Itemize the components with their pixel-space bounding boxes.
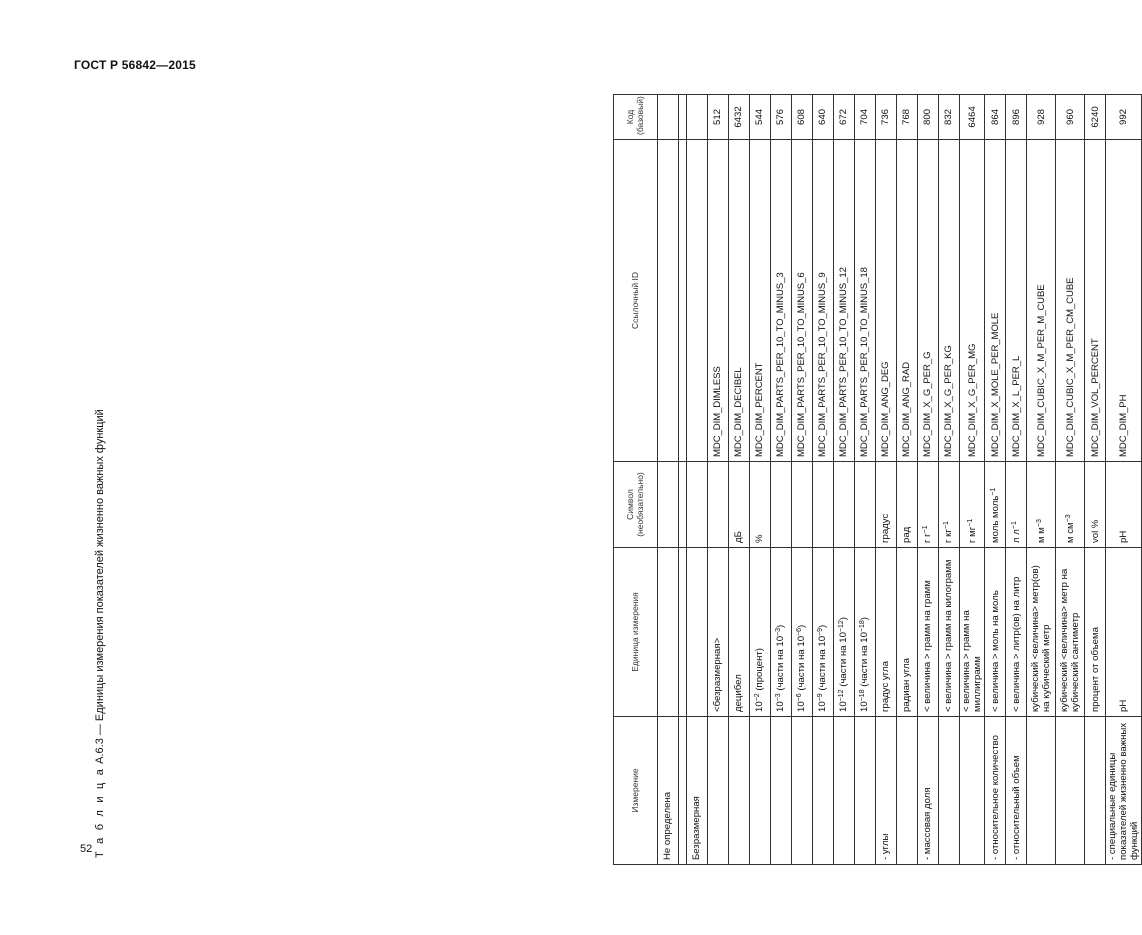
code-text: 6240 bbox=[1089, 106, 1101, 128]
symbol-text: рад bbox=[901, 526, 913, 543]
symbol-cell bbox=[897, 462, 918, 548]
code-text: 928 bbox=[1035, 109, 1047, 126]
ref-id-text: MDC_DIM_PARTS_PER_10_TO_MINUS_9 bbox=[817, 272, 829, 457]
measurement-cell bbox=[897, 717, 918, 865]
measurement-cell bbox=[1106, 717, 1142, 865]
measurement-cell bbox=[960, 717, 985, 865]
ref-id-text: MDC_DIM_CUBIC_X_M_PER_CM_CUBE bbox=[1064, 277, 1076, 457]
measurement-cell bbox=[658, 717, 679, 865]
code-text: 992 bbox=[1118, 109, 1130, 126]
measurement-cell bbox=[876, 717, 897, 865]
ref-id-cell bbox=[813, 140, 834, 462]
table-row bbox=[679, 95, 687, 865]
code-cell bbox=[687, 95, 708, 140]
ref-id-text: MDC_DIM_DIMLESS bbox=[712, 366, 724, 457]
unit-text: (части на 10 bbox=[838, 632, 850, 690]
ref-id-cell bbox=[1106, 140, 1142, 462]
ref-id-text: MDC_DIM_X_G_PER_MG bbox=[966, 343, 978, 457]
table-row bbox=[729, 95, 750, 865]
unit-text: ) bbox=[796, 624, 808, 628]
unit-cell bbox=[1006, 548, 1027, 717]
symbol-cell bbox=[960, 462, 985, 548]
ref-id-text: MDC_DIM_X_MOLE_PER_MOLE bbox=[989, 312, 1001, 457]
code-cell bbox=[1006, 95, 1027, 140]
column-header: Код (базовый) bbox=[614, 95, 658, 140]
unit-text: < величина > литр(ов) на литр bbox=[1010, 576, 1022, 712]
code-cell bbox=[1085, 95, 1106, 140]
ref-id-cell bbox=[939, 140, 960, 462]
table-row bbox=[1006, 95, 1027, 865]
symbol-cell bbox=[1006, 462, 1027, 548]
table-row bbox=[939, 95, 960, 865]
code-text: 704 bbox=[859, 109, 871, 126]
unit-cell bbox=[939, 548, 960, 717]
column-header: Единица измерения bbox=[614, 548, 658, 717]
code-cell bbox=[771, 95, 792, 140]
code-text: 672 bbox=[838, 109, 850, 126]
unit-text: 10 bbox=[796, 701, 808, 712]
measurement-text: - массовая доля bbox=[922, 787, 934, 860]
ref-id-cell bbox=[729, 140, 750, 462]
symbol-cell bbox=[939, 462, 960, 548]
symbol-cell bbox=[679, 462, 687, 548]
symbol-cell bbox=[658, 462, 679, 548]
measurement-text: - относительный объем bbox=[1010, 755, 1022, 860]
unit-cell bbox=[1056, 548, 1085, 717]
unit-cell bbox=[918, 548, 939, 717]
unit-text: 10 bbox=[817, 701, 829, 712]
measurement-cell bbox=[729, 717, 750, 865]
code-text: 6464 bbox=[966, 106, 978, 128]
code-text: 864 bbox=[989, 109, 1001, 126]
unit-cell bbox=[687, 548, 708, 717]
unit-exponent: −12 bbox=[838, 689, 846, 702]
code-text: 640 bbox=[817, 109, 829, 126]
measurement-cell bbox=[1006, 717, 1027, 865]
unit-exponent: −9 bbox=[817, 693, 825, 702]
table-row bbox=[876, 95, 897, 865]
code-cell bbox=[792, 95, 813, 140]
code-cell bbox=[960, 95, 985, 140]
ref-id-text: MDC_DIM_X_L_PER_L bbox=[1010, 355, 1022, 457]
unit-text: ) bbox=[859, 616, 871, 621]
table-row bbox=[1056, 95, 1085, 865]
unit-text: < величина > грамм на килограмм bbox=[943, 559, 955, 712]
unit-exponent: −6 bbox=[796, 693, 804, 702]
measurement-cell bbox=[834, 717, 855, 865]
symbol-exponent: −1 bbox=[943, 521, 951, 530]
measurement-cell bbox=[708, 717, 729, 865]
rotated-table-container bbox=[613, 95, 1141, 865]
table-row bbox=[960, 95, 985, 865]
unit-cell bbox=[708, 548, 729, 717]
symbol-text: л л bbox=[1010, 529, 1022, 543]
unit-cell bbox=[771, 548, 792, 717]
symbol-cell bbox=[687, 462, 708, 548]
measurement-cell bbox=[771, 717, 792, 865]
unit-cell bbox=[834, 548, 855, 717]
ref-id-cell bbox=[855, 140, 876, 462]
caption-number: А.6.3 bbox=[94, 738, 106, 764]
symbol-cell bbox=[855, 462, 876, 548]
unit-text: (части на 10 bbox=[775, 635, 787, 694]
table-row bbox=[1027, 95, 1056, 865]
table-row bbox=[708, 95, 729, 865]
symbol-exponent: −3 bbox=[1064, 514, 1072, 523]
symbol-cell bbox=[834, 462, 855, 548]
unit-cell bbox=[729, 548, 750, 717]
unit-text: (части на 10 bbox=[859, 632, 871, 690]
unit-cell bbox=[897, 548, 918, 717]
symbol-exponent: −1 bbox=[922, 525, 930, 534]
measurement-cell bbox=[939, 717, 960, 865]
measurement-cell bbox=[985, 717, 1006, 865]
unit-cell bbox=[658, 548, 679, 717]
symbol-cell bbox=[771, 462, 792, 548]
ref-id-cell bbox=[897, 140, 918, 462]
measurement-text: Безразмерная bbox=[691, 796, 703, 860]
measurement-cell bbox=[1085, 717, 1106, 865]
measurement-cell bbox=[813, 717, 834, 865]
measurement-cell bbox=[750, 717, 771, 865]
ref-id-cell bbox=[1056, 140, 1085, 462]
ref-id-text: MDC_DIM_PARTS_PER_10_TO_MINUS_6 bbox=[796, 272, 808, 457]
table-header-row bbox=[614, 95, 658, 865]
table-row bbox=[897, 95, 918, 865]
page-number: 52 bbox=[80, 843, 93, 855]
unit-cell bbox=[1106, 548, 1142, 717]
unit-cell bbox=[960, 548, 985, 717]
unit-exponent: −3 bbox=[775, 627, 783, 636]
unit-exponent: −3 bbox=[775, 693, 783, 702]
symbol-exponent: −3 bbox=[1035, 519, 1043, 528]
code-text: 832 bbox=[943, 109, 955, 126]
code-cell bbox=[750, 95, 771, 140]
symbol-text: % bbox=[754, 534, 766, 543]
code-text: 6432 bbox=[733, 106, 745, 128]
unit-exponent: −9 bbox=[817, 627, 825, 636]
unit-exponent: −12 bbox=[838, 620, 846, 633]
unit-text: кубический <величина> метр(ов) на кубический метр bbox=[1030, 565, 1053, 712]
symbol-text: м см bbox=[1064, 522, 1076, 543]
unit-text: (части на 10 bbox=[817, 635, 829, 694]
unit-text: ) bbox=[775, 624, 787, 628]
symbol-text: дБ bbox=[733, 531, 745, 543]
code-text: 576 bbox=[775, 109, 787, 126]
table-row bbox=[1085, 95, 1106, 865]
measurement-cell bbox=[918, 717, 939, 865]
unit-text: 10 bbox=[775, 701, 787, 712]
table-row bbox=[1106, 95, 1142, 865]
ref-id-text: MDC_DIM_ANG_DEG bbox=[880, 361, 892, 457]
symbol-text: г кг bbox=[943, 529, 955, 543]
code-cell bbox=[834, 95, 855, 140]
symbol-text: м м bbox=[1035, 527, 1047, 543]
ref-id-text: MDC_DIM_PERCENT bbox=[754, 362, 766, 457]
code-cell bbox=[876, 95, 897, 140]
table-row bbox=[750, 95, 771, 865]
symbol-cell bbox=[750, 462, 771, 548]
code-cell bbox=[897, 95, 918, 140]
symbol-text: г мг bbox=[966, 526, 978, 543]
code-cell bbox=[729, 95, 750, 140]
column-header: Ссылочный ID bbox=[614, 140, 658, 462]
symbol-cell bbox=[1106, 462, 1142, 548]
measurement-text: - специальные единицы показателей жизненно важных функций bbox=[1107, 722, 1141, 860]
ref-id-text: MDC_DIM_ANG_RAD bbox=[901, 362, 913, 457]
unit-cell bbox=[985, 548, 1006, 717]
ref-id-text: MDC_DIM_X_G_PER_KG bbox=[943, 345, 955, 457]
symbol-text: градус bbox=[880, 513, 892, 543]
ref-id-cell bbox=[687, 140, 708, 462]
unit-text: < величина > моль на моль bbox=[989, 590, 1001, 712]
table-row bbox=[792, 95, 813, 865]
unit-text: (части на 10 bbox=[796, 635, 808, 694]
units-table bbox=[613, 94, 1142, 865]
ref-id-cell bbox=[792, 140, 813, 462]
symbol-text: г г bbox=[922, 533, 934, 543]
caption-label: Т а б л и ц а bbox=[94, 766, 106, 858]
ref-id-cell bbox=[876, 140, 897, 462]
unit-cell bbox=[855, 548, 876, 717]
column-header: Символ (необязательно) bbox=[614, 462, 658, 548]
unit-cell bbox=[679, 548, 687, 717]
unit-text: ) bbox=[838, 616, 850, 621]
symbol-exponent: −1 bbox=[1010, 521, 1018, 530]
ref-id-cell bbox=[834, 140, 855, 462]
code-text: 608 bbox=[796, 109, 808, 126]
symbol-cell bbox=[1085, 462, 1106, 548]
unit-text: децибел bbox=[733, 674, 745, 712]
code-cell bbox=[679, 95, 687, 140]
symbol-text: pH bbox=[1118, 530, 1130, 543]
ref-id-cell bbox=[679, 140, 687, 462]
ref-id-text: MDC_DIM_X_G_PER_G bbox=[922, 351, 934, 457]
code-cell bbox=[708, 95, 729, 140]
unit-cell bbox=[813, 548, 834, 717]
unit-text: градус угла bbox=[880, 661, 892, 712]
unit-text: кубический <величина> метр на кубический сантиметр bbox=[1059, 568, 1082, 712]
table-row bbox=[918, 95, 939, 865]
ref-id-cell bbox=[918, 140, 939, 462]
ref-id-text: MDC_DIM_PARTS_PER_10_TO_MINUS_18 bbox=[859, 267, 871, 457]
unit-text: ) bbox=[817, 624, 829, 628]
symbol-cell bbox=[813, 462, 834, 548]
symbol-cell bbox=[1056, 462, 1085, 548]
unit-exponent: −18 bbox=[859, 620, 867, 633]
unit-text: < величина > грамм на грамм bbox=[922, 580, 934, 712]
measurement-cell bbox=[792, 717, 813, 865]
code-cell bbox=[855, 95, 876, 140]
ref-id-text: MDC_DIM_PARTS_PER_10_TO_MINUS_12 bbox=[838, 267, 850, 457]
code-cell bbox=[918, 95, 939, 140]
unit-text: 10 bbox=[754, 701, 766, 712]
ref-id-cell bbox=[1027, 140, 1056, 462]
unit-exponent: −18 bbox=[859, 689, 867, 702]
table-row bbox=[985, 95, 1006, 865]
document-header: ГОСТ Р 56842—2015 bbox=[74, 58, 196, 72]
code-text: 768 bbox=[901, 109, 913, 126]
ref-id-cell bbox=[658, 140, 679, 462]
table-caption bbox=[94, 98, 106, 858]
ref-id-text: MDC_DIM_PH bbox=[1118, 394, 1130, 457]
unit-text: <безразмерная> bbox=[712, 637, 724, 712]
symbol-exponent: −1 bbox=[966, 518, 974, 527]
unit-cell bbox=[792, 548, 813, 717]
code-cell bbox=[658, 95, 679, 140]
code-text: 544 bbox=[754, 109, 766, 126]
table-row bbox=[687, 95, 708, 865]
measurement-text: - углы bbox=[880, 833, 892, 860]
ref-id-cell bbox=[750, 140, 771, 462]
ref-id-cell bbox=[1085, 140, 1106, 462]
code-text: 800 bbox=[922, 109, 934, 126]
ref-id-text: MDC_DIM_VOL_PERCENT bbox=[1089, 338, 1101, 457]
ref-id-cell bbox=[708, 140, 729, 462]
ref-id-text: MDC_DIM_CUBIC_X_M_PER_M_CUBE bbox=[1035, 284, 1047, 457]
unit-text: pH bbox=[1118, 699, 1130, 712]
unit-cell bbox=[1027, 548, 1056, 717]
unit-cell bbox=[750, 548, 771, 717]
table-row bbox=[855, 95, 876, 865]
ref-id-cell bbox=[960, 140, 985, 462]
table-row bbox=[813, 95, 834, 865]
code-text: 960 bbox=[1064, 109, 1076, 126]
symbol-exponent: −1 bbox=[989, 487, 997, 496]
unit-text: 10 bbox=[838, 701, 850, 712]
measurement-cell bbox=[687, 717, 708, 865]
measurement-text: - относительное количество bbox=[989, 735, 1001, 860]
unit-text: радиан угла bbox=[901, 658, 913, 712]
column-header: Измерение bbox=[614, 717, 658, 865]
unit-cell bbox=[1085, 548, 1106, 717]
unit-text: 10 bbox=[859, 701, 871, 712]
ref-id-cell bbox=[771, 140, 792, 462]
ref-id-cell bbox=[1006, 140, 1027, 462]
unit-cell bbox=[876, 548, 897, 717]
symbol-cell bbox=[708, 462, 729, 548]
code-cell bbox=[939, 95, 960, 140]
code-text: 896 bbox=[1010, 109, 1022, 126]
code-cell bbox=[985, 95, 1006, 140]
unit-exponent: −6 bbox=[796, 627, 804, 636]
code-cell bbox=[1027, 95, 1056, 140]
measurement-text: Не определена bbox=[662, 791, 674, 860]
symbol-text: vol % bbox=[1089, 519, 1101, 543]
code-text: 736 bbox=[880, 109, 892, 126]
symbol-cell bbox=[918, 462, 939, 548]
ref-id-text: MDC_DIM_PARTS_PER_10_TO_MINUS_3 bbox=[775, 272, 787, 457]
code-cell bbox=[813, 95, 834, 140]
symbol-cell bbox=[729, 462, 750, 548]
unit-text: < величина > грамм на миллиграмм bbox=[961, 610, 984, 712]
symbol-cell bbox=[985, 462, 1006, 548]
table-body bbox=[658, 95, 1142, 865]
caption-text: — Единицы измерения показателей жизненно важных функций bbox=[94, 409, 106, 736]
measurement-cell bbox=[1027, 717, 1056, 865]
ref-id-cell bbox=[985, 140, 1006, 462]
symbol-text: моль моль bbox=[989, 495, 1001, 543]
table-row bbox=[834, 95, 855, 865]
measurement-cell bbox=[1056, 717, 1085, 865]
code-cell bbox=[1056, 95, 1085, 140]
symbol-cell bbox=[792, 462, 813, 548]
unit-text: (процент) bbox=[754, 648, 766, 694]
code-cell bbox=[1106, 95, 1142, 140]
measurement-cell bbox=[855, 717, 876, 865]
table-row bbox=[658, 95, 679, 865]
code-text: 512 bbox=[712, 109, 724, 126]
symbol-cell bbox=[1027, 462, 1056, 548]
symbol-cell bbox=[876, 462, 897, 548]
ref-id-text: MDC_DIM_DECIBEL bbox=[733, 367, 745, 457]
unit-text: процент от объема bbox=[1089, 627, 1101, 712]
measurement-cell bbox=[679, 717, 687, 865]
unit-exponent: −2 bbox=[754, 693, 762, 702]
table-row bbox=[771, 95, 792, 865]
